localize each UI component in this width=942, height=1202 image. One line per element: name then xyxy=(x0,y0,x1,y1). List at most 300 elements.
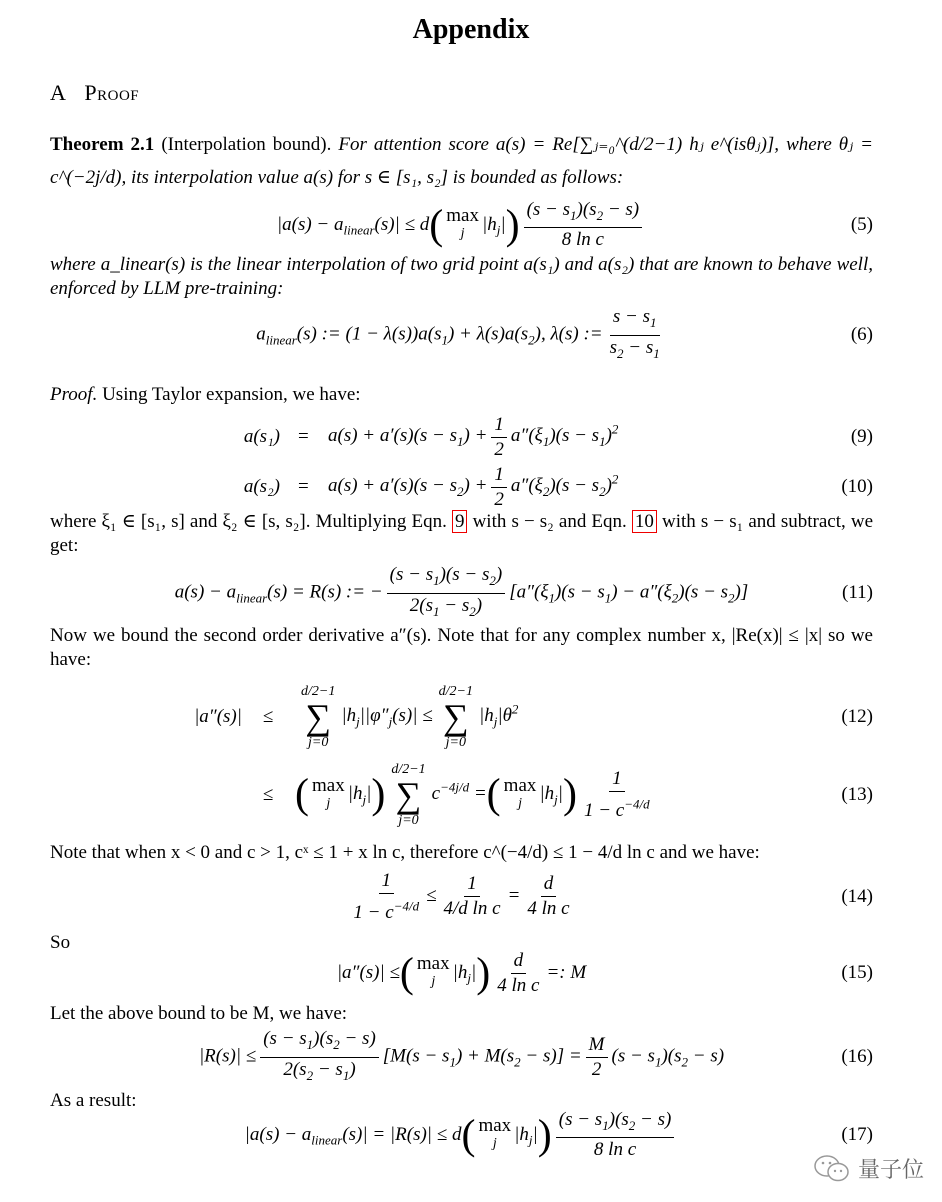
fraction-denominator xyxy=(280,1058,358,1087)
math-text: (s − s xyxy=(389,563,434,585)
math-fraction xyxy=(494,950,542,997)
equation-16 xyxy=(50,1022,873,1092)
math-paren: ( xyxy=(399,950,414,996)
equation-relation: = xyxy=(298,426,309,447)
math-text: )(s − s xyxy=(549,475,600,497)
math-text: 2 xyxy=(494,438,504,460)
math-expression xyxy=(592,1059,602,1080)
math-text: | xyxy=(557,783,563,805)
math-expression xyxy=(514,950,524,971)
math-text: |h xyxy=(341,705,357,727)
math-paren: ) xyxy=(476,950,491,996)
math-expression xyxy=(263,1027,376,1052)
math-expression xyxy=(494,489,504,510)
math-subscript: 2 xyxy=(528,332,535,348)
multiply-text xyxy=(50,510,873,558)
math-superscript: −4/d xyxy=(393,898,420,914)
math-text: − s xyxy=(313,1058,343,1080)
fraction-numerator xyxy=(260,1028,379,1058)
math-expression xyxy=(589,1034,605,1055)
math-text: 1 xyxy=(467,873,477,895)
math-expression xyxy=(612,768,622,789)
math-text: 4/d ln c xyxy=(443,898,501,920)
math-text: 1 xyxy=(612,768,622,790)
math-text: ) xyxy=(495,563,503,585)
math-text: ) + M(s xyxy=(455,1045,515,1067)
math-fraction xyxy=(387,564,506,623)
math-text: )(s − s xyxy=(439,563,490,585)
fraction-denominator xyxy=(350,894,422,923)
math-text: )(s xyxy=(661,1045,682,1067)
math-max xyxy=(312,777,345,813)
equation-number: (12) xyxy=(841,706,873,727)
math-text: ) + λ(s)a(s xyxy=(447,323,529,345)
math-expression xyxy=(337,950,586,997)
math-subscript: 2 xyxy=(671,590,679,606)
max-operator: max xyxy=(312,775,345,796)
math-text: a(s) + a′(s)(s − s xyxy=(328,425,458,447)
fraction-numerator xyxy=(379,870,395,894)
math-paren: ( xyxy=(429,201,444,248)
math-subscript: 2 xyxy=(333,1036,340,1052)
math-subscript: 1 xyxy=(441,332,448,348)
math-subscript: 1 xyxy=(650,314,657,330)
equation-12 xyxy=(50,672,873,762)
math-subscript: 1 xyxy=(653,345,660,361)
math-text: (s − s xyxy=(526,198,570,220)
math-text: [a″(ξ xyxy=(509,581,549,603)
math-text: a″(ξ xyxy=(510,475,543,497)
math-expression xyxy=(494,414,504,435)
math-text: ) xyxy=(349,1058,356,1080)
math-subscript: j xyxy=(496,222,501,238)
math-text: ||φ″ xyxy=(359,705,389,727)
math-superscript: −4/d xyxy=(624,796,650,812)
wechat-icon xyxy=(812,1154,852,1184)
math-text: |h xyxy=(479,705,494,727)
math-text: − s) xyxy=(688,1045,725,1067)
equation-rhs xyxy=(328,464,618,511)
section-letter: A xyxy=(50,80,67,105)
math-subscript: 2 xyxy=(306,1067,314,1083)
math-text: (s)| ≤ xyxy=(392,705,433,727)
equation-number: (17) xyxy=(841,1124,873,1145)
math-paren: ) xyxy=(562,772,577,818)
math-fraction xyxy=(581,768,653,821)
sigma-symbol: ∑ xyxy=(395,775,422,815)
theorem-name: (Interpolation bound). xyxy=(161,134,332,155)
math-expression xyxy=(594,1139,636,1160)
math-paren: ) xyxy=(537,1111,552,1158)
math-subscript: 1 xyxy=(654,1054,662,1070)
math-expression xyxy=(245,1109,679,1162)
math-text: )(s − s xyxy=(678,581,729,603)
fraction-denominator xyxy=(494,974,542,997)
theorem-statement xyxy=(50,128,873,194)
fraction-numerator xyxy=(387,564,506,594)
math-subscript: 2 xyxy=(457,484,464,500)
math-expression xyxy=(527,898,569,919)
math-subscript: 1 xyxy=(449,1054,456,1070)
math-text: (s)| ≤ d xyxy=(374,213,430,235)
math-text: [M(s − s xyxy=(382,1045,450,1067)
math-expression xyxy=(295,684,519,750)
equation-relation: = xyxy=(298,476,309,497)
math-text: − s xyxy=(439,594,470,616)
math-text: (s − s xyxy=(611,1045,655,1067)
math-text: (s) := (1 − λ(s))a(s xyxy=(296,323,442,345)
math-expression xyxy=(199,1028,724,1087)
equation-number: (9) xyxy=(850,426,873,447)
equation-rhs xyxy=(295,762,657,828)
math-subscript: 1 xyxy=(548,590,555,606)
math-expression xyxy=(389,563,503,588)
math-subscript: 2 xyxy=(599,484,606,500)
math-expression xyxy=(283,1058,356,1083)
math-text: 1 − c xyxy=(353,901,394,923)
math-subscript: linear xyxy=(265,332,297,348)
fraction-numerator xyxy=(491,464,507,488)
math-summation xyxy=(439,684,473,750)
math-expression xyxy=(558,1108,672,1133)
sum-upper-limit: d/2−1 xyxy=(301,684,336,699)
math-text: 2 xyxy=(494,488,504,510)
theorem-text: For attention score a(s) = Re[∑ⱼ₌₀^(d/2−1) hⱼ e^(isθⱼ)], where θⱼ = c^(−2j/d), its interpolation value a(s) for s ∈ [s₁, s₂] is bounded as follows: xyxy=(50,134,873,188)
let-text: Let the above bound to be M, we have: xyxy=(50,1003,348,1024)
math-text: 2(s xyxy=(283,1058,307,1080)
math-text: |h xyxy=(347,783,363,805)
math-text: ) xyxy=(605,475,612,497)
math-subscript: 1 xyxy=(457,434,464,450)
fraction-denominator xyxy=(524,897,572,920)
equation-number: (13) xyxy=(841,784,873,805)
math-text: )(s xyxy=(576,198,597,220)
math-fraction xyxy=(441,873,504,920)
math-text: c xyxy=(431,783,441,805)
equation-number: (6) xyxy=(850,324,873,345)
math-expression xyxy=(562,229,604,250)
math-text: a(s) − a xyxy=(174,581,237,603)
math-expression xyxy=(526,198,640,223)
equation-11 xyxy=(50,558,873,628)
watermark-text: 量子位 xyxy=(857,1157,924,1182)
fraction-numerator xyxy=(511,950,527,974)
proof-text: Using Taylor expansion, we have: xyxy=(102,384,361,405)
math-text: 1 − c xyxy=(583,799,625,821)
math-expression xyxy=(409,594,483,619)
math-subscript: 1 xyxy=(599,434,606,450)
math-fraction xyxy=(350,870,422,923)
equation-lhs: |a″(s)| xyxy=(194,706,242,727)
sum-lower-limit: j=0 xyxy=(398,813,419,828)
sum-upper-limit: d/2−1 xyxy=(391,762,426,777)
math-subscript: linear xyxy=(236,590,268,606)
equation-number: (5) xyxy=(850,214,873,235)
math-text: |h xyxy=(481,213,497,235)
math-text: 1 xyxy=(494,463,504,485)
math-subscript: 2 xyxy=(596,207,604,223)
math-superscript: 2 xyxy=(611,472,619,488)
text-span: with s − s₂ and Eqn. xyxy=(472,511,627,532)
sigma-symbol: ∑ xyxy=(305,697,331,737)
math-text: ≤ xyxy=(426,885,437,907)
math-subscript: 1 xyxy=(433,603,440,619)
math-text: a(s) + a′(s)(s − s xyxy=(328,475,458,497)
math-subscript: 2 xyxy=(514,1054,521,1070)
math-max xyxy=(504,777,537,813)
math-text: )] xyxy=(734,581,749,603)
fraction-numerator xyxy=(464,873,480,897)
math-text: ) + xyxy=(463,425,488,447)
math-text: ) + xyxy=(463,475,488,497)
math-subscript: 2 xyxy=(628,1117,636,1133)
math-fraction xyxy=(607,306,663,365)
fraction-denominator xyxy=(559,228,607,251)
math-text: ) xyxy=(475,594,483,616)
math-text: |a″(s)| ≤ xyxy=(336,961,400,983)
max-operator: max xyxy=(416,953,450,974)
fraction-numerator xyxy=(609,768,625,792)
fraction-denominator xyxy=(607,336,663,365)
math-subscript: 1 xyxy=(306,1036,314,1052)
fraction-denominator xyxy=(589,1058,605,1081)
math-fraction xyxy=(586,1034,608,1081)
result-text: As a result: xyxy=(50,1090,137,1111)
math-superscript: −4j/d xyxy=(440,780,470,796)
so-text: So xyxy=(50,932,71,953)
fraction-denominator xyxy=(581,792,653,821)
math-text: |h xyxy=(452,961,468,983)
math-subscript: j xyxy=(356,714,360,730)
equation-14 xyxy=(50,862,873,932)
text-span: where ξ₁ ∈ [s₁, s] and ξ₂ ∈ [s, s₂]. Multiplying Eqn. xyxy=(50,511,447,532)
equation-number: (14) xyxy=(841,886,873,907)
eqn-10-link[interactable]: 10 xyxy=(632,510,657,533)
math-text: 4 ln c xyxy=(497,974,540,996)
fraction-numerator xyxy=(524,199,643,229)
math-text: M xyxy=(588,1033,605,1055)
equation-rhs xyxy=(295,684,518,750)
max-operator: max xyxy=(446,204,479,226)
math-subscript: 1 xyxy=(342,1067,350,1083)
math-expression xyxy=(353,898,420,923)
math-expression xyxy=(544,873,554,894)
math-expression xyxy=(467,873,477,894)
math-expression xyxy=(382,870,392,891)
math-text: )(s xyxy=(313,1027,334,1049)
math-fraction xyxy=(491,464,507,511)
math-subscript: j xyxy=(362,792,367,808)
math-expression xyxy=(346,870,576,923)
math-expression xyxy=(494,464,504,485)
math-max xyxy=(478,1114,512,1153)
math-paren: ( xyxy=(486,772,501,818)
math-text: d xyxy=(513,949,524,971)
fraction-denominator xyxy=(491,488,507,511)
math-expression xyxy=(583,796,650,821)
equation-17 xyxy=(50,1100,873,1170)
math-summation xyxy=(301,684,335,750)
math-text: |θ xyxy=(497,705,512,727)
note-text: Note that when x < 0 and c > 1, cˣ ≤ 1 + x ln c, therefore c^(−4/d) ≤ 1 − 4/d ln c and we have: xyxy=(50,842,760,863)
section-name: Proof xyxy=(84,80,140,105)
math-text: ), λ(s) := xyxy=(534,323,603,345)
fraction-denominator xyxy=(407,594,485,623)
bound-text: Now we bound the second order derivative a″(s). Note that for any complex number x, |Re(x)| ≤ |x| so we have: xyxy=(50,625,873,670)
math-text: a″(ξ xyxy=(510,425,543,447)
max-subscript: j xyxy=(326,796,331,811)
math-subscript: 2 xyxy=(542,484,550,500)
fraction-denominator xyxy=(591,1138,639,1161)
math-text: | xyxy=(500,213,506,235)
math-max xyxy=(417,955,450,991)
section-heading xyxy=(50,80,139,106)
math-fraction xyxy=(260,1028,379,1087)
math-subscript: j xyxy=(554,792,558,808)
math-paren: ) xyxy=(371,772,386,818)
math-text: − s) xyxy=(339,1027,376,1049)
math-subscript: 2 xyxy=(489,572,496,588)
proof-label: Proof. xyxy=(50,384,98,405)
math-expression xyxy=(277,199,646,252)
math-subscript: j xyxy=(493,714,498,730)
math-text: − s) xyxy=(635,1108,672,1130)
math-text: − s) xyxy=(603,198,640,220)
math-text: | xyxy=(532,1123,538,1145)
math-expression xyxy=(256,306,667,365)
math-subscript: 1 xyxy=(604,590,612,606)
math-text: s − s xyxy=(612,305,650,327)
equation-number: (16) xyxy=(841,1046,873,1067)
math-text: (s) = R(s) := − xyxy=(267,581,383,603)
math-summation xyxy=(391,762,425,828)
math-text: − s)] = xyxy=(520,1045,582,1067)
math-paren: ( xyxy=(295,772,309,818)
math-expression xyxy=(444,898,501,919)
equation-5 xyxy=(50,190,873,260)
math-text: |R(s)| ≤ xyxy=(198,1045,257,1067)
equation-lhs: a(s₁) xyxy=(243,426,280,447)
math-text: ) xyxy=(605,425,612,447)
max-subscript: j xyxy=(518,796,522,811)
max-subscript: j xyxy=(460,225,465,241)
equation-relation: ≤ xyxy=(263,706,274,727)
fraction-numerator xyxy=(491,414,507,438)
sum-lower-limit: j=0 xyxy=(308,735,329,750)
math-expression xyxy=(295,762,657,828)
theorem-label: Theorem 2.1 xyxy=(50,134,155,155)
math-text: =: M xyxy=(546,961,587,983)
appendix-title: Appendix xyxy=(412,14,530,45)
math-text: a xyxy=(256,323,266,345)
math-expression xyxy=(328,463,619,510)
math-subscript: 1 xyxy=(602,1117,609,1133)
sigma-symbol: ∑ xyxy=(442,697,469,737)
fraction-denominator xyxy=(441,897,504,920)
math-text: 2 xyxy=(591,1058,602,1080)
equation-number: (10) xyxy=(841,476,873,497)
math-subscript: linear xyxy=(343,222,375,238)
math-expression xyxy=(497,975,539,996)
equation-relation: ≤ xyxy=(263,784,274,805)
math-subscript: j xyxy=(528,1132,533,1148)
sum-upper-limit: d/2−1 xyxy=(438,684,473,699)
text-span: with s − s₁ and subtract, we get: xyxy=(50,511,874,556)
math-text: | xyxy=(470,961,477,983)
math-text: |h xyxy=(539,783,555,805)
math-subscript: linear xyxy=(311,1132,343,1148)
math-max xyxy=(446,204,479,243)
math-subscript: 1 xyxy=(542,434,550,450)
math-text: 1 xyxy=(494,413,504,435)
math-subscript: 2 xyxy=(728,590,735,606)
math-text: (s − s xyxy=(263,1027,307,1049)
where-text: where a_linear(s) is the linear interpolation of two grid point a(s₁) and a(s₂) that are known to behave well, enforced by LLM pre-training: xyxy=(50,254,873,299)
math-expression xyxy=(612,305,657,330)
max-subscript: j xyxy=(431,974,436,989)
math-text: |a(s) − a xyxy=(276,213,344,235)
equation-13 xyxy=(50,750,873,840)
fraction-numerator xyxy=(586,1034,608,1058)
fraction-numerator xyxy=(610,306,660,336)
math-expression xyxy=(328,413,619,460)
math-subscript: j xyxy=(467,970,471,986)
math-text: 4 ln c xyxy=(527,898,570,920)
math-fraction xyxy=(524,199,643,252)
math-paren: ) xyxy=(505,201,520,248)
math-text: )(s − s xyxy=(554,581,605,603)
math-text: )(s − s xyxy=(549,425,600,447)
math-subscript: 1 xyxy=(433,572,440,588)
math-text: = xyxy=(469,783,487,805)
math-fraction xyxy=(524,873,572,920)
math-subscript: 2 xyxy=(469,603,476,619)
math-fraction xyxy=(556,1109,675,1162)
math-text: ) − a″(ξ xyxy=(611,581,672,603)
math-text: 2(s xyxy=(409,594,434,616)
max-operator: max xyxy=(478,1114,512,1136)
math-text: d xyxy=(543,873,554,895)
math-text: = xyxy=(507,885,521,907)
math-text: s xyxy=(609,336,618,358)
math-text: |a(s) − a xyxy=(244,1123,312,1145)
equation-number: (11) xyxy=(842,582,873,603)
equation-lhs: a(s₂) xyxy=(243,476,280,497)
math-subscript: 1 xyxy=(570,207,577,223)
max-subscript: j xyxy=(492,1135,497,1151)
math-superscript: 2 xyxy=(511,702,519,718)
math-text: 1 xyxy=(381,870,391,892)
math-expression xyxy=(609,336,660,361)
math-subscript: 2 xyxy=(617,345,624,361)
equation-number: (15) xyxy=(841,962,873,983)
sum-lower-limit: j=0 xyxy=(445,735,466,750)
math-text: )(s xyxy=(608,1108,629,1130)
math-text: 8 ln c xyxy=(561,229,604,251)
math-paren: ( xyxy=(461,1111,476,1158)
math-text: | xyxy=(366,783,372,805)
math-subscript: j xyxy=(388,714,393,730)
math-text: 8 ln c xyxy=(593,1139,637,1161)
eqn-9-link[interactable]: 9 xyxy=(452,510,468,533)
math-text: (s)| = |R(s)| ≤ d xyxy=(342,1123,462,1145)
math-text: (s − s xyxy=(558,1108,603,1130)
equation-6 xyxy=(50,300,873,370)
max-operator: max xyxy=(503,775,537,796)
math-expression xyxy=(175,564,749,623)
math-subscript: 2 xyxy=(681,1054,688,1070)
math-superscript: 2 xyxy=(611,422,619,438)
